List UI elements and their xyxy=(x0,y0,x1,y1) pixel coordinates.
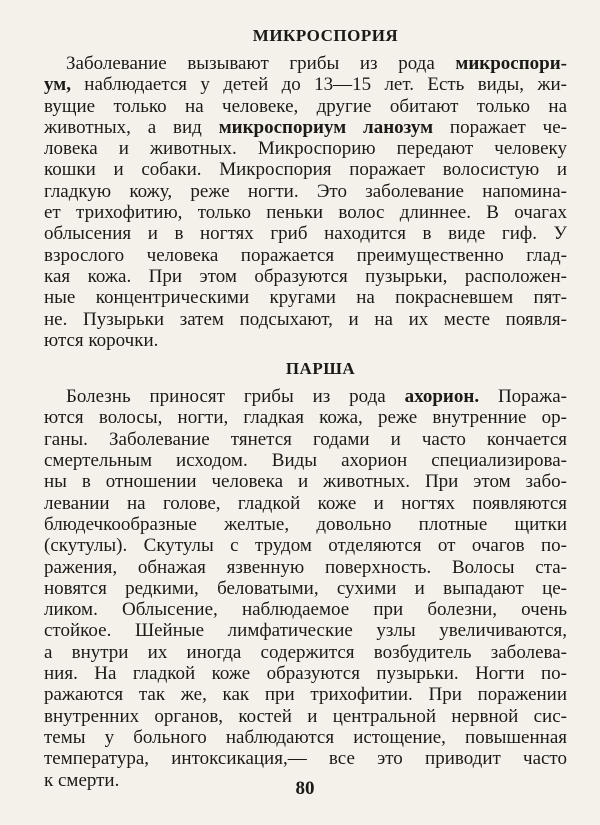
line-text: ет трихофитию, только пеньки волос длиннее. В очагах xyxy=(44,202,567,224)
text-line xyxy=(44,407,567,428)
text-line xyxy=(44,557,567,578)
line-text: левании на голове, гладкой коже и ногтях появляются xyxy=(44,492,567,514)
line-text: взрослого человека поражается преимущественно глад- xyxy=(44,244,567,266)
bold-term: ум, xyxy=(44,74,71,96)
line-text: гладкую кожу, реже ногти. Это заболевание напомина- xyxy=(44,180,567,202)
text-line xyxy=(44,471,567,492)
line-text: стойкое. Шейные лимфатические узлы увеличиваются, xyxy=(44,620,567,642)
line-text: не. Пузырьки затем подсыхают, и на их месте появля- xyxy=(44,308,567,330)
text-line xyxy=(44,53,567,74)
bold-term: микроспориум ланозум xyxy=(218,116,434,138)
bold-term: ахорион. xyxy=(404,386,480,408)
line-text: ражения, обнажая язвенную поверхность. Волосы ста- xyxy=(44,556,567,578)
line-text: кошки и собаки. Микроспория поражает волосистую и xyxy=(44,159,567,181)
line-text: смертельным исходом. Виды ахорион специализирова- xyxy=(44,450,567,472)
text-line xyxy=(44,429,567,450)
text-line xyxy=(44,620,567,641)
page-number: 80 xyxy=(295,778,315,799)
section-title-parsha: ПАРША xyxy=(285,359,356,379)
text-line xyxy=(44,223,567,244)
section-body-microsporia xyxy=(44,53,567,351)
line-text: животных, а вид xyxy=(44,116,219,138)
text-line xyxy=(44,309,567,330)
line-text: Заболевание вызывают грибы из рода xyxy=(66,53,456,74)
text-line xyxy=(44,684,567,705)
text-line xyxy=(44,117,567,138)
section-title-microsporia: МИКРОСПОРИЯ xyxy=(252,26,399,45)
text-line xyxy=(44,642,567,663)
text-line xyxy=(44,450,567,471)
text-line xyxy=(44,74,567,95)
line-text: темы у больного наблюдаются истощение, повышенная xyxy=(44,726,567,748)
line-text: новятся редкими, беловатыми, сухими и выпадают це- xyxy=(44,577,567,599)
line-text: облысения и в ногтях гриб находится в виде гиф. У xyxy=(44,223,567,245)
text-line xyxy=(44,748,567,769)
line-text: наблюдается у детей до 13—15 лет. Есть виды, жи- xyxy=(70,74,567,96)
text-line xyxy=(44,535,567,556)
text-line xyxy=(44,330,567,351)
line-text: температура, интоксикация,— все это приводит часто xyxy=(44,748,567,770)
text-line xyxy=(44,514,567,535)
text-line xyxy=(44,599,567,620)
line-text: ные концентрическими кругами на покрасневшем пят- xyxy=(44,287,567,309)
text-line xyxy=(44,287,567,308)
line-text: поражает че- xyxy=(433,116,567,138)
text-line xyxy=(44,578,567,599)
line-text: а внутри их иногда содержится возбудитель заболева- xyxy=(44,641,567,663)
text-line xyxy=(44,727,567,748)
text-line xyxy=(44,706,567,727)
line-text: Болезнь приносят грибы из рода xyxy=(66,386,405,408)
line-text: ликом. Облысение, наблюдаемое при болезни, очень xyxy=(44,599,567,621)
line-text: ганы. Заболевание тянется годами и часто кончается xyxy=(44,428,567,450)
bold-term: микроспори- xyxy=(455,53,567,74)
line-text: вущие только на человеке, другие обитают только на xyxy=(44,95,567,117)
line-text: ются волосы, ногти, гладкая кожа, реже внутренние ор- xyxy=(44,407,567,429)
text-line xyxy=(44,663,567,684)
text-line xyxy=(44,138,567,159)
line-text: внутренних органов, костей и центральной нервной сис- xyxy=(44,705,567,727)
text-line xyxy=(44,266,567,287)
line-text: ражаются так же, как при трихофитии. При поражении xyxy=(44,684,567,706)
text-line xyxy=(44,202,567,223)
line-text: к смерти. xyxy=(44,769,120,791)
line-text: ловека и животных. Микроспорию передают человеку xyxy=(44,138,567,160)
section-body-parsha xyxy=(44,386,567,791)
text-line xyxy=(44,386,567,407)
line-text: ния. На гладкой коже образуются пузырьки. Ногти по- xyxy=(44,663,567,685)
line-text: ны в отношении человека и животных. При этом забо- xyxy=(44,471,567,493)
line-text: ются корочки. xyxy=(44,329,159,351)
text-line xyxy=(44,96,567,117)
text-line xyxy=(44,181,567,202)
line-text: Поража- xyxy=(479,386,567,408)
line-text: (скутулы). Скутулы с трудом отделяются от очагов по- xyxy=(44,535,567,557)
text-line xyxy=(44,159,567,180)
line-text: кая кожа. При этом образуются пузырьки, расположен- xyxy=(44,265,567,287)
line-text: блюдечкообразные желтые, довольно плотные щитки xyxy=(44,513,567,535)
text-line xyxy=(44,245,567,266)
text-line xyxy=(44,493,567,514)
